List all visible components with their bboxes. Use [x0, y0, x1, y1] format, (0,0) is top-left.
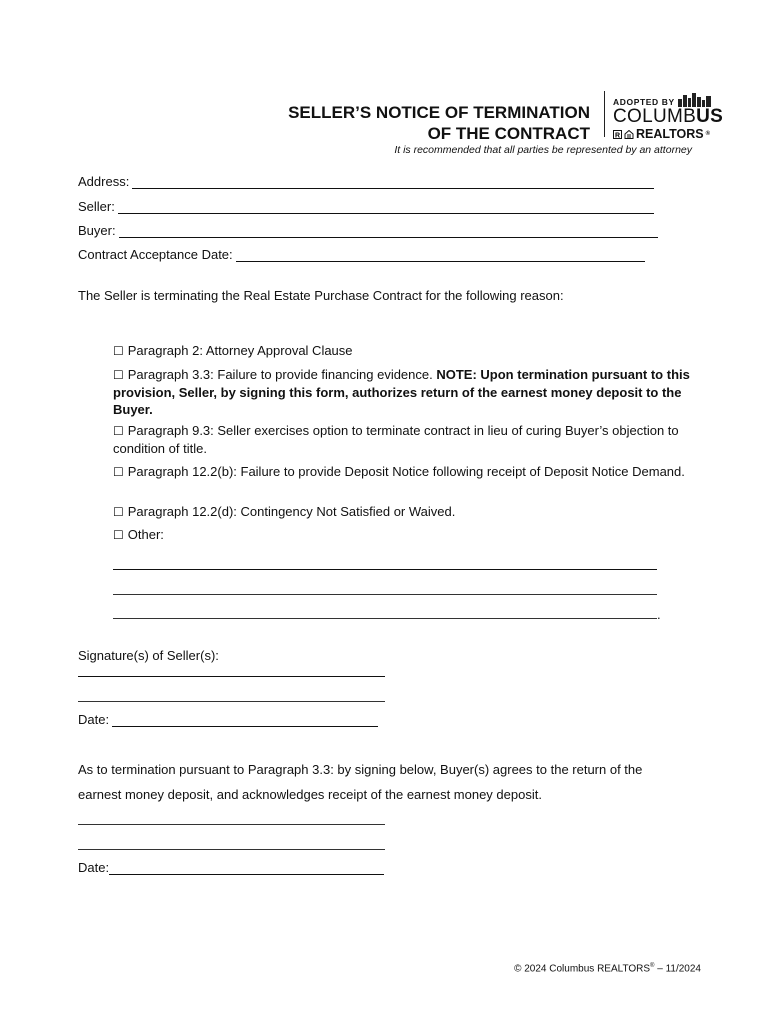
checkbox-icon[interactable]: ☐	[113, 465, 124, 479]
seller-signature-label: Signature(s) of Seller(s):	[78, 648, 219, 663]
option-paragraph-3-3-note: NOTE: Upon termination pursuant to this provision, Seller, by signing this form, authorizes return of the earnest money deposit to the Buyer.	[113, 367, 690, 417]
seller-signature-line-2[interactable]	[78, 701, 385, 702]
svg-text:R: R	[615, 132, 621, 139]
equal-housing-icon	[624, 130, 634, 139]
option-paragraph-12-2b[interactable]	[113, 463, 693, 481]
copyright-footer	[514, 963, 701, 974]
logo-reg-mark: ®	[705, 131, 711, 137]
checkbox-icon[interactable]: ☐	[113, 505, 124, 519]
seller-date-line[interactable]	[112, 713, 378, 727]
buyer-date-field	[78, 859, 384, 875]
buyer-line[interactable]	[119, 224, 658, 238]
address-line[interactable]	[132, 175, 654, 189]
logo-city	[613, 107, 723, 127]
footer-reg-mark: ®	[650, 963, 655, 969]
buyer-acknowledgement-line-1: As to termination pursuant to Paragraph 3.3: by signing below, Buyer(s) agrees to the return of the	[78, 762, 643, 777]
columbus-realtors-logo	[613, 93, 723, 141]
buyer-field	[78, 222, 658, 238]
other-reason-line-3[interactable]	[113, 618, 657, 619]
other-reason-line-2[interactable]	[113, 594, 657, 595]
buyer-signature-line-1[interactable]	[78, 824, 385, 825]
option-paragraph-9-3[interactable]	[113, 422, 693, 457]
logo-realtors-text: REALTORS	[636, 127, 704, 141]
buyer-acknowledgement-line-2: earnest money deposit, and acknowledges receipt of the earnest money deposit.	[78, 787, 542, 802]
acceptance-date-label: Contract Acceptance Date:	[78, 247, 233, 262]
title-line-2: OF THE CONTRACT	[427, 124, 590, 143]
seller-field	[78, 198, 654, 214]
checkbox-icon[interactable]: ☐	[113, 368, 124, 382]
realtor-r-icon	[613, 130, 622, 139]
seller-date-field	[78, 711, 378, 727]
buyer-label: Buyer:	[78, 223, 116, 238]
option-other[interactable]	[113, 526, 693, 544]
logo-city-b: US	[696, 106, 724, 127]
attorney-recommendation: It is recommended that all parties be represented by an attorney	[394, 144, 692, 156]
footer-copyright: © 2024 Columbus REALTORS	[514, 963, 651, 975]
seller-line[interactable]	[118, 200, 654, 214]
title-line-1: SELLER’S NOTICE OF TERMINATION	[288, 103, 590, 122]
option-paragraph-12-2d-label: Paragraph 12.2(d): Contingency Not Satisfied or Waived.	[127, 504, 456, 519]
document-title	[288, 102, 590, 144]
buyer-signature-line-2[interactable]	[78, 849, 385, 850]
termination-intro: The Seller is terminating the Real Estate Purchase Contract for the following reason:	[78, 288, 564, 303]
buyer-date-line[interactable]	[109, 861, 384, 875]
logo-adopted-by	[613, 93, 723, 107]
option-paragraph-9-3-label: Paragraph 9.3: Seller exercises option to terminate contract in lieu of curing Buyer’s objection to condition of title.	[113, 423, 679, 456]
address-label: Address:	[78, 174, 130, 189]
logo-realtors	[613, 127, 723, 141]
seller-label: Seller:	[78, 199, 115, 214]
seller-signature-line-1[interactable]	[78, 676, 385, 677]
acceptance-date-field	[78, 246, 645, 262]
skyline-icon	[678, 93, 712, 107]
checkbox-icon[interactable]: ☐	[113, 344, 124, 358]
footer-date: – 11/2024	[654, 963, 701, 975]
checkbox-icon[interactable]: ☐	[113, 424, 124, 438]
option-paragraph-12-2d[interactable]	[113, 503, 693, 521]
buyer-date-label: Date:	[78, 860, 110, 875]
option-paragraph-2-label: Paragraph 2: Attorney Approval Clause	[127, 343, 353, 358]
option-paragraph-3-3[interactable]	[113, 366, 693, 418]
other-reason-period: .	[657, 607, 661, 622]
logo-adopted-text: ADOPTED BY	[613, 97, 675, 107]
seller-date-label: Date:	[78, 712, 110, 727]
option-paragraph-12-2b-label: Paragraph 12.2(b): Failure to provide Deposit Notice following receipt of Deposit Notice Demand.	[127, 464, 685, 479]
option-other-label: Other:	[127, 527, 164, 542]
option-paragraph-3-3-label: Paragraph 3.3: Failure to provide financing evidence.	[127, 367, 437, 382]
option-paragraph-2[interactable]	[113, 342, 693, 360]
other-reason-line-1[interactable]	[113, 569, 657, 570]
address-field	[78, 173, 654, 189]
acceptance-date-line[interactable]	[236, 248, 645, 262]
logo-city-a: COLUMB	[613, 106, 697, 127]
checkbox-icon[interactable]: ☐	[113, 528, 124, 542]
logo-divider	[604, 91, 605, 137]
